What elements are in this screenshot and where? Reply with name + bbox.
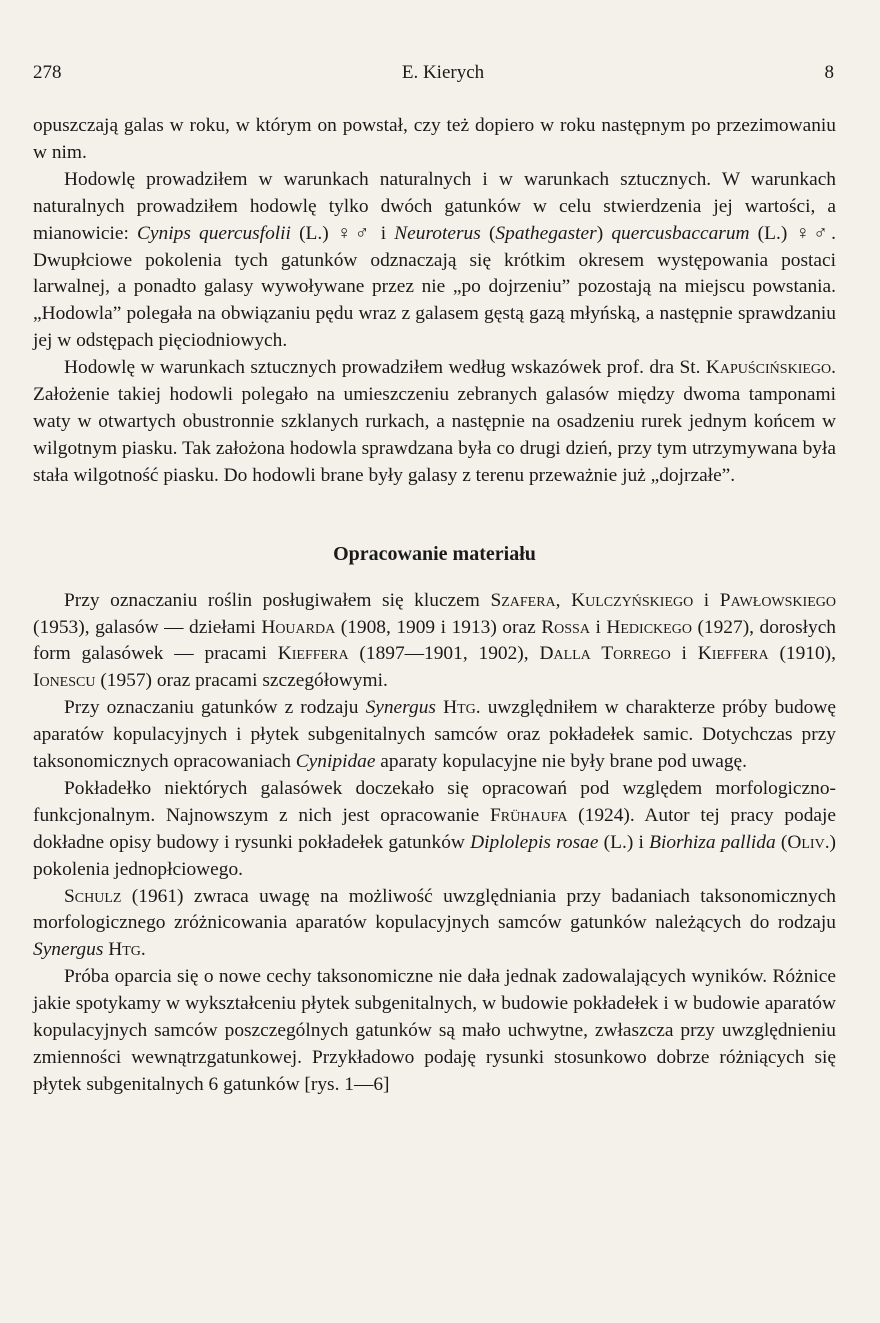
author-name: Kieffera [697, 643, 769, 665]
paragraph-3: Hodowlę w warunkach sztucznych prowadziłem według wskazówek prof. dra St. Kapuścińskiego. Założenie takiej hodowli polegało na umieszczeniu zebranych galasów między dwoma tamponami waty w otwartych obustronnie szklanych rurkach, a następnie na osadzeniu rurek jednym końcem w wilgotnym piasku. Tak założona hodowla sprawdzana była co drugi dzień, przy tym utrzymywana była stała wilgotność piasku. Do hodowli brane były galasy z terenu przeważnie już „dojrzałe”. [33, 357, 836, 486]
genus-name: Neuroterus [394, 222, 481, 244]
paragraph-2: Hodowlę prowadziłem w warunkach naturalnych i w warunkach sztucznych. W warunkach naturalnych prowadziłem hodowlę tylko dwóch gatunków w celu stwierdzenia jej wartości, a mianowicie: Cynips quercusfolii (L.) ♀♂ i Neuroterus (Spathegaster) quercusbaccarum (L.) ♀♂. Dwupłciowe pokolenia tych gatunków odznaczają się krótkim okresem występowania postaci larwalnej, a ponadto galasy wywoływane przez nie „po dojrzeniu” pozostają na miejscu powstania. „Hodowla” polegała na obwiązaniu pędu wraz z galasem gęstą gazą młyńską, a następnie sprawdzaniu jej w odstępach pięciodniowych. [33, 168, 836, 352]
issue-number: 8 [824, 62, 834, 83]
author-name: Oliv [787, 831, 825, 853]
genus-name: Synergus [365, 697, 436, 719]
page-number: 278 [33, 62, 62, 83]
subgenus-name: Spathegaster [495, 222, 597, 244]
author-name: Dalla Torrego [539, 643, 671, 665]
author-name: Szafera [490, 589, 556, 611]
section-heading: Opracowanie materiału [333, 542, 536, 565]
author-name: Schulz [64, 885, 122, 907]
paragraph-5: Przy oznaczaniu gatunków z rodzaju Synergus Htg. uwzględniłem w charakterze próby budowę aparatów kopulacyjnych i płytek subgenitalnych samców oraz pokładełek samic. Dotychczas przy taksonomicznych opracowaniach Cynipidae aparaty kopulacyjne nie były brane pod uwagę. [33, 697, 836, 773]
species-name: Diplolepis rosae [470, 831, 599, 853]
species-epithet: quercusbaccarum [611, 222, 750, 244]
author-name: Houarda [261, 616, 336, 638]
author-name: Kieffera [277, 643, 349, 665]
author-name: Kulczyńskiego [571, 589, 694, 611]
author-name: Pawłowskiego [719, 589, 836, 611]
author-name: Frühaufa [490, 804, 568, 826]
running-author: E. Kierych [401, 62, 485, 83]
genus-name: Synergus [33, 939, 104, 961]
author-name: Htg [443, 697, 476, 719]
author-name: Rossa [541, 616, 590, 638]
paragraph-7: Schulz (1961) zwraca uwagę na możliwość uwzględniania przy badaniach taksonomicznych morfologicznego zróżnicowania aparatów kopulacyjnych samców gatunków należących do rodzaju Synergus Htg. [33, 885, 836, 961]
page-header [33, 62, 834, 84]
author-name: Ionescu [33, 670, 96, 692]
author-name: Hedickego [606, 616, 692, 638]
body-text [33, 113, 836, 1099]
family-name: Cynipidae [295, 751, 376, 773]
author-name: Kapuścińskiego [705, 357, 832, 379]
author-name: Htg [108, 939, 141, 961]
species-name: Cynips quercusfolii [137, 222, 291, 244]
paragraph-1: opuszczają galas w roku, w którym on powstał, czy też dopiero w roku następnym po przezimowaniu w nim. [33, 115, 836, 163]
paragraph-4: Przy oznaczaniu roślin posługiwałem się kluczem Szafera, Kulczyńskiego i Pawłowskiego (1953), galasów — dziełami Houarda (1908, 1909 i 1913) oraz Rossa i Hedickego (1927), dorosłych form galasówek — pracami Kieffera (1897—1901, 1902), Dalla Torrego i Kieffera (1910), Ionescu (1957) oraz pracami szczegółowymi. [33, 589, 836, 692]
species-name: Biorhiza pallida [649, 831, 776, 853]
paragraph-6: Pokładełko niektórych galasówek doczekało się opracowań pod względem morfologiczno-funkcjonalnym. Najnowszym z nich jest opracowanie Frühaufa (1924). Autor tej pracy podaje dokładne opisy budowy i rysunki pokładełek gatunków Diplolepis rosae (L.) i Biorhiza pallida (Oliv.) pokolenia jednopłciowego. [33, 777, 837, 880]
paragraph-8: Próba oparcia się o nowe cechy taksonomiczne nie dała jednak zadowalających wyników. Różnice jakie spotykamy w wykształceniu płytek subgenitalnych, w budowie pokładełek i w budowie aparatów kopulacyjnych samców poszczególnych gatunków są mało uchwytne, zwłaszcza przy uwzględnieniu zmienności wewnątrzgatunkowej. Przykładowo podaję rysunki stosunkowo dobrze różniących się płytek subgenitalnych 6 gatunków [rys. 1—6] [33, 966, 836, 1095]
